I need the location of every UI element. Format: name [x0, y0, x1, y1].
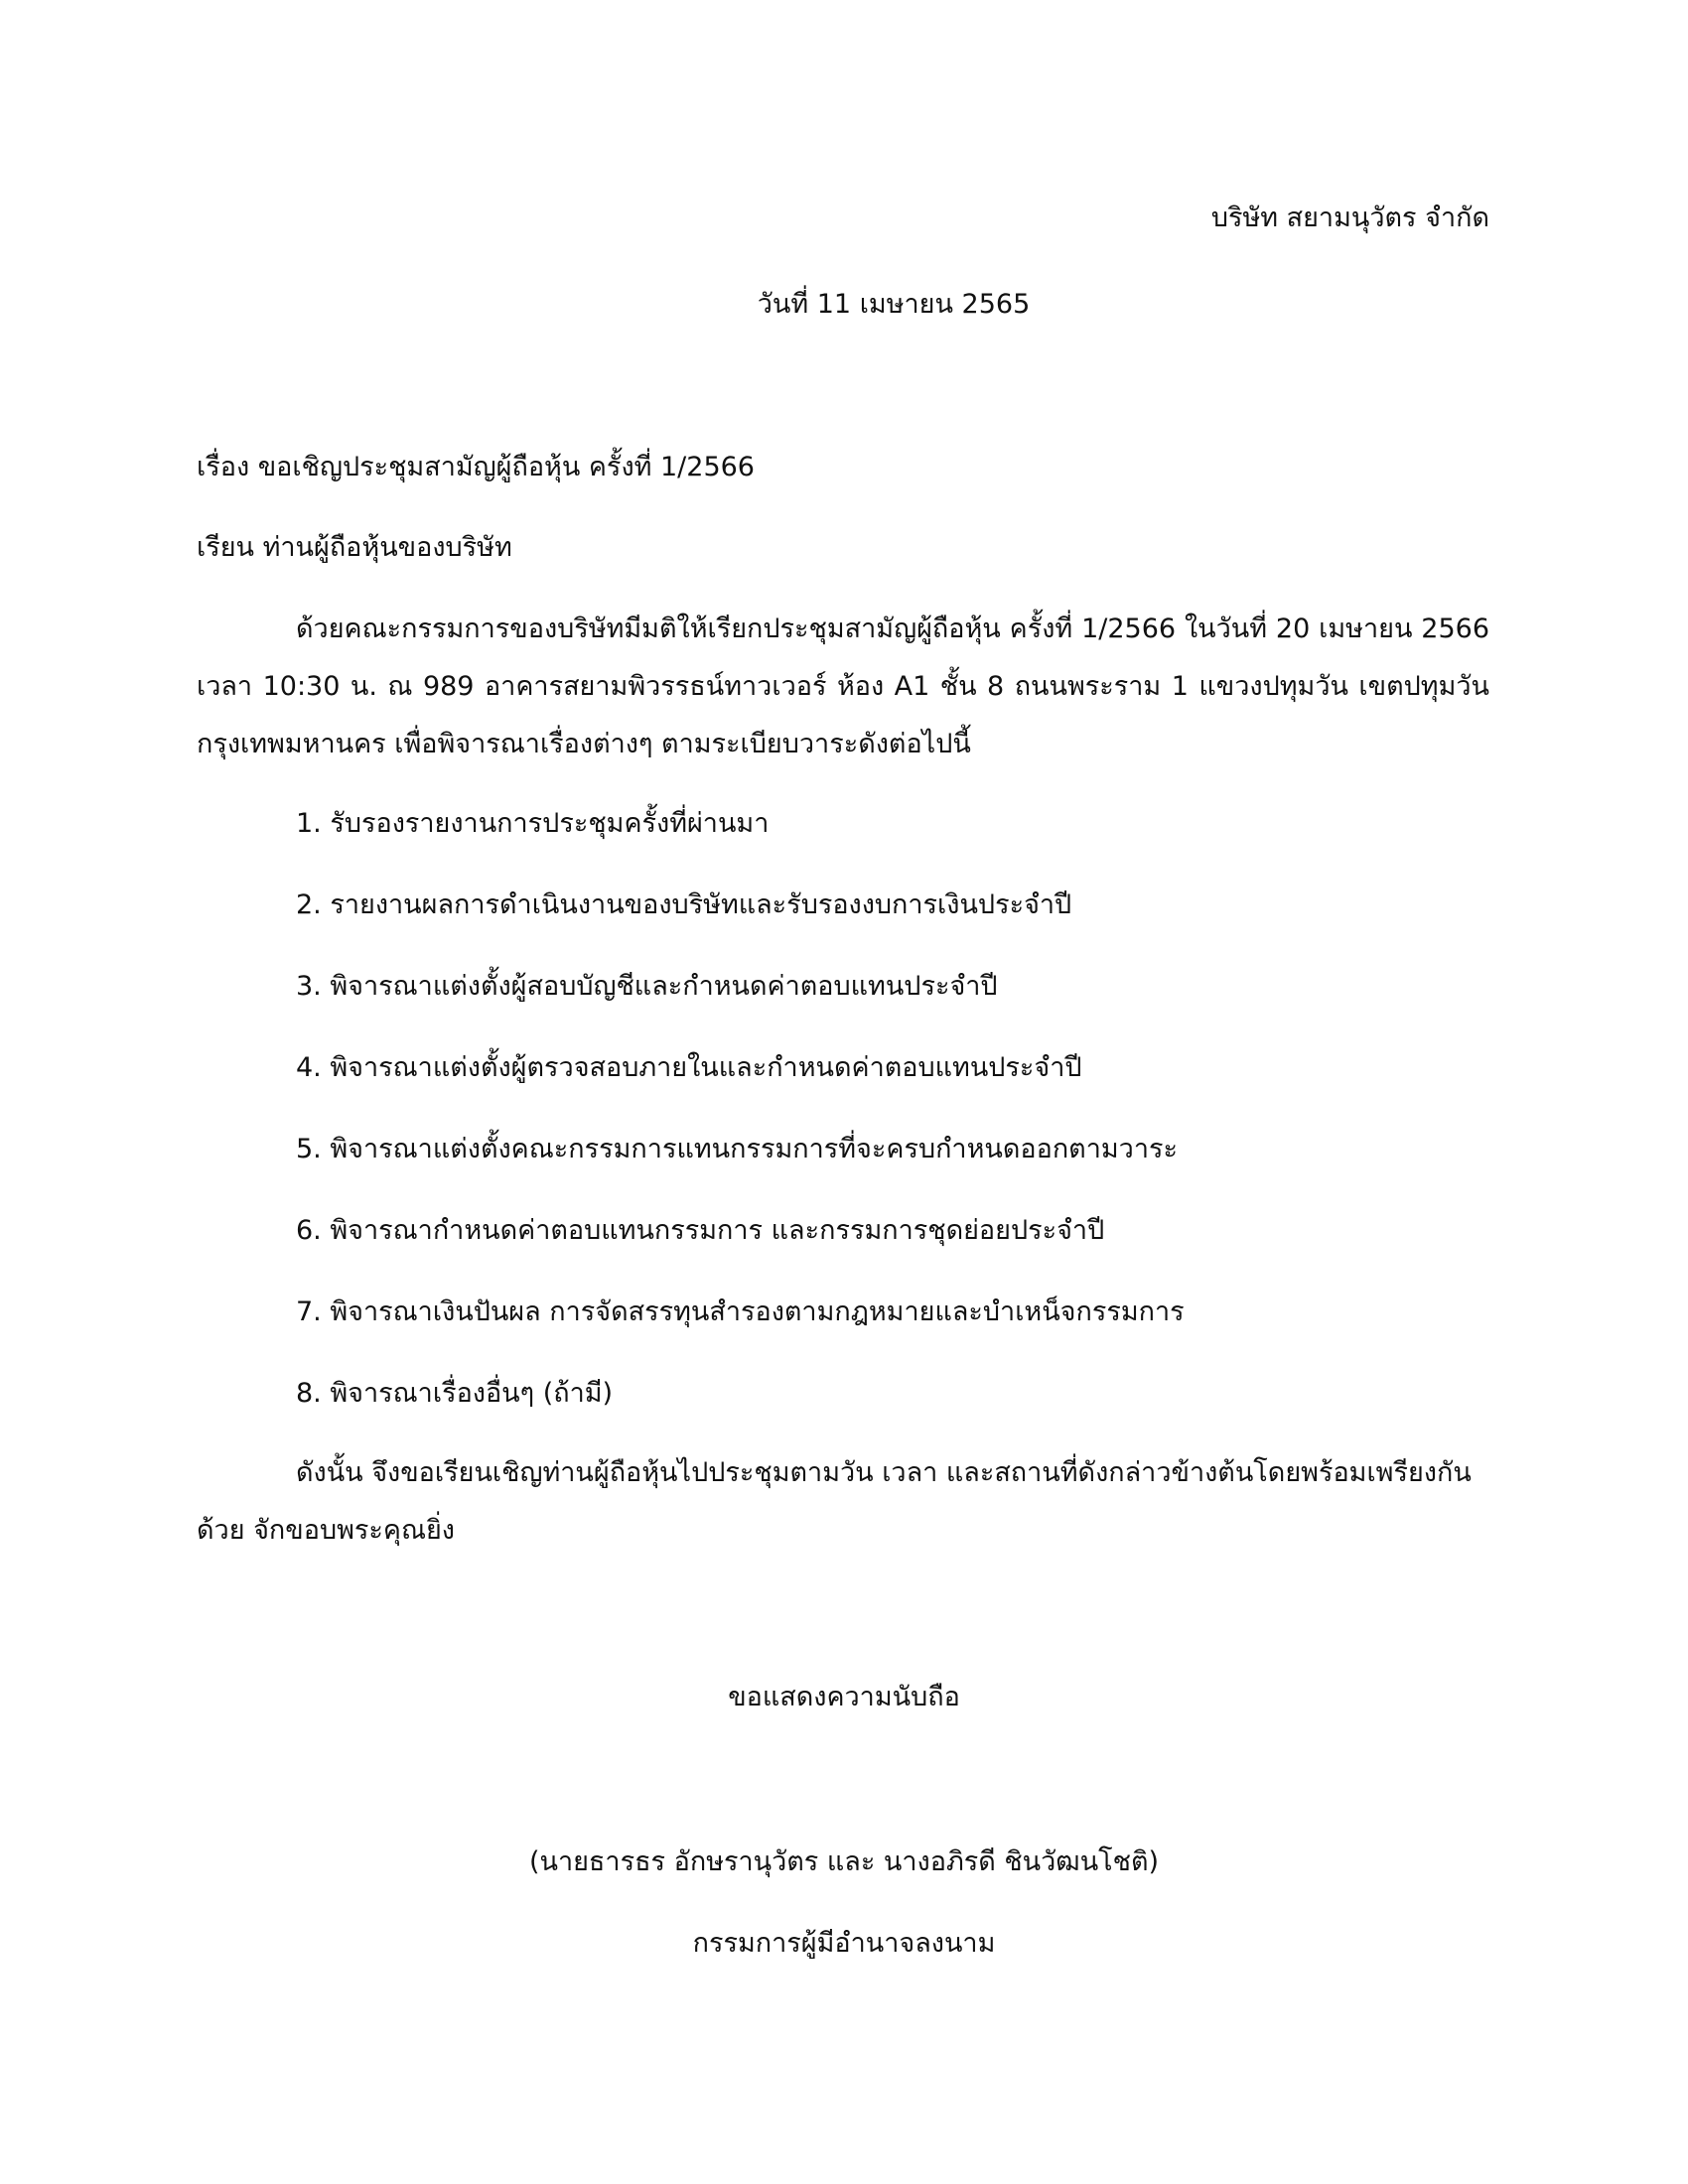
signer-names: (นายธารธร อักษรานุวัตร และ นางอภิรดี ชินวัฒนโชติ)	[528, 1846, 1160, 1877]
signer-title: กรรมการผู้มีอำนาจลงนาม	[692, 1928, 996, 1959]
agenda-item-5: 5. พิจารณาแต่งตั้งคณะกรรมการแทนกรรมการที่จะครบกำหนดออกตามวาระ	[296, 1134, 1178, 1164]
closing-paragraph: ดังนั้น จึงขอเรียนเชิญท่านผู้ถือหุ้นไปประชุมตามวัน เวลา และสถานที่ดังกล่าวข้างต้นโดยพร้อมเพรียงกันด้วย จักขอบพระคุณยิ่ง	[197, 1457, 1472, 1546]
agenda-item-8: 8. พิจารณาเรื่องอื่นๆ (ถ้ามี)	[296, 1378, 614, 1409]
letter-recipient: เรียน ท่านผู้ถือหุ้นของบริษัท	[197, 532, 512, 563]
intro-paragraph: ด้วยคณะกรรมการของบริษัทมีมติให้เรียกประชุมสามัญผู้ถือหุ้น ครั้งที่ 1/2566 ในวันที่ 20 เมษายน 2566 เวลา 10:30 น. ณ 989 อาคารสยามพิวรรธน์ทาวเวอร์ ห้อง A1 ชั้น 8 ถนนพระราม 1 แขวงปทุมวัน เขตปทุมวัน กรุงเทพมหานคร เพื่อพิจารณาเรื่องต่างๆ ตามระเบียบวาระดังต่อไปนี้	[197, 614, 1489, 759]
agenda-item-1: 1. รับรองรายงานการประชุมครั้งที่ผ่านมา	[296, 808, 770, 839]
agenda-list	[296, 806, 1185, 1457]
agenda-item-7: 7. พิจารณาเงินปันผล การจัดสรรทุนสำรองตามกฎหมายและบำเหน็จกรรมการ	[296, 1297, 1185, 1327]
letter-date: วันที่ 11 เมษายน 2565	[757, 289, 1031, 320]
agenda-item-3: 3. พิจารณาแต่งตั้งผู้สอบบัญชีและกำหนดค่าตอบแทนประจำปี	[296, 971, 998, 1002]
regards-line: ขอแสดงความนับถือ	[728, 1682, 960, 1712]
agenda-item-2: 2. รายงานผลการดำเนินงานของบริษัทและรับรองงบการเงินประจำปี	[296, 889, 1072, 920]
agenda-item-4: 4. พิจารณาแต่งตั้งผู้ตรวจสอบภายในและกำหนดค่าตอบแทนประจำปี	[296, 1052, 1082, 1083]
letter-subject: เรื่อง ขอเชิญประชุมสามัญผู้ถือหุ้น ครั้งที่ 1/2566	[197, 452, 755, 482]
agenda-item-6: 6. พิจารณากำหนดค่าตอบแทนกรรมการ และกรรมการชุดย่อยประจำปี	[296, 1215, 1105, 1246]
company-name: บริษัท สยามนุวัตร จำกัด	[1210, 203, 1489, 233]
